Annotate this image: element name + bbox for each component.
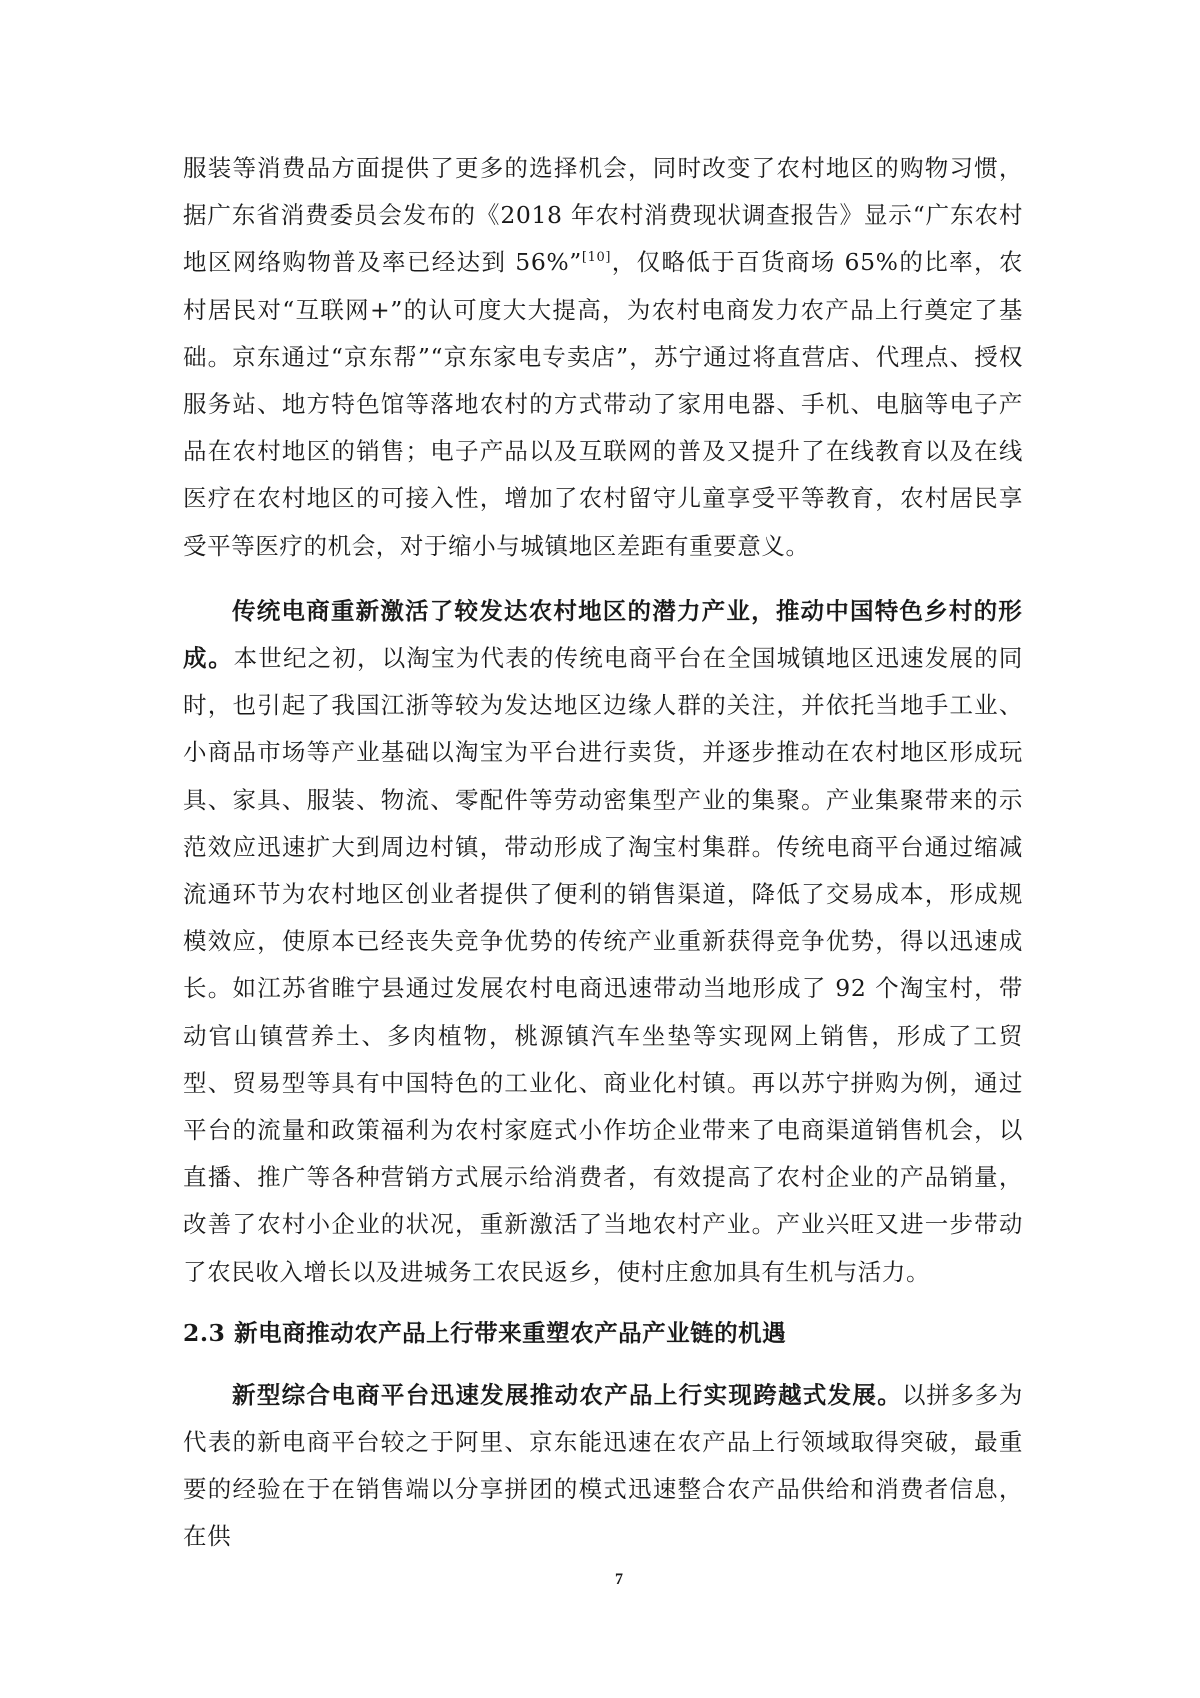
paragraph-text: 本世纪之初，以淘宝为代表的传统电商平台在全国城镇地区迅速发展的同时，也引起了我国江浙等较为发达地区边缘人群的关注，并依托当地手工业、小商品市场等产业基础以淘宝为平台进行卖货，并逐步推动在农村地区形成玩具、家具、服装、物流、零配件等劳动密集型产业的集聚。产业集聚带来的示范效应迅速扩大到周边村镇，带动形成了淘宝村集群。传统电商平台通过缩减流通环节为农村地区创业者提供了便利的销售渠道，降低了交易成本，形成规模效应，使原本已经丧失竞争优势的传统产业重新获得竞争优势，得以迅速成长。如江苏省睢宁县通过发展农村电商迅速带动当地形成了 92 个淘宝村，带动官山镇营养土、多肉植物，桃源镇汽车坐垫等实现网上销售，形成了工贸型、贸易型等具有中国特色的工业化、商业化村镇。再以苏宁拼购为例，通过平台的流量和政策福利为农村家庭式小作坊企业带来了电商渠道销售机会，以直播、推广等各种营销方式展示给消费者，有效提高了农村企业的产品销量，改善了农村小企业的状况，重新激活了当地农村产业。产业兴旺又进一步带动了农民收入增长以及进城务工农民返乡，使村庄愈加具有生机与活力。 (183, 644, 1023, 1286)
paragraph-new-ecommerce (183, 1372, 1023, 1561)
paragraph-traditional-ecommerce (183, 588, 1023, 1296)
page-content (183, 145, 1023, 1561)
paragraph-text: 服装等消费品方面提供了更多的选择机会，同时改变了农村地区的购物习惯，据广东省消费委员会发布的《2018 年农村消费现状调查报告》显示“广东农村地区网络购物普及率已经达到 56%” (183, 154, 1023, 277)
paragraph-lead-sentence: 传统电商重新激活了较发达农村地区的潜力产业，推动中国特色乡村的形成。 (183, 596, 1023, 673)
paragraph-rural-consumption (183, 145, 1023, 570)
paragraph-text: ，仅略低于百货商场 65%的比率，农村居民对“互联网+”的认可度大大提高，为农村电商发力农产品上行奠定了基础。京东通过“京东帮”“京东家电专卖店”，苏宁通过将直营店、代理点、授权服务站、地方特色馆等落地农村的方式带动了家用电器、手机、电脑等电子产品在农村地区的销售；电子产品以及互联网的普及又提升了在线教育以及在线医疗在农村地区的可接入性，增加了农村留守儿童享受平等教育，农村居民享受平等医疗的机会，对于缩小与城镇地区差距有重要意义。 (183, 248, 1023, 560)
citation-reference: [10] (581, 250, 612, 266)
page-number: 7 (615, 1571, 623, 1588)
paragraph-text: 以拼多多为代表的新电商平台较之于阿里、京东能迅速在农产品上行领域取得突破，最重要的经验在于在销售端以分享拼团的模式迅速整合农产品供给和消费者信息，在供 (183, 1380, 1023, 1551)
section-heading: 2.3 新电商推动农产品上行带来重塑农产品产业链的机遇 (183, 1318, 787, 1347)
paragraph-lead-sentence: 新型综合电商平台迅速发展推动农产品上行实现跨越式发展。 (232, 1380, 903, 1409)
